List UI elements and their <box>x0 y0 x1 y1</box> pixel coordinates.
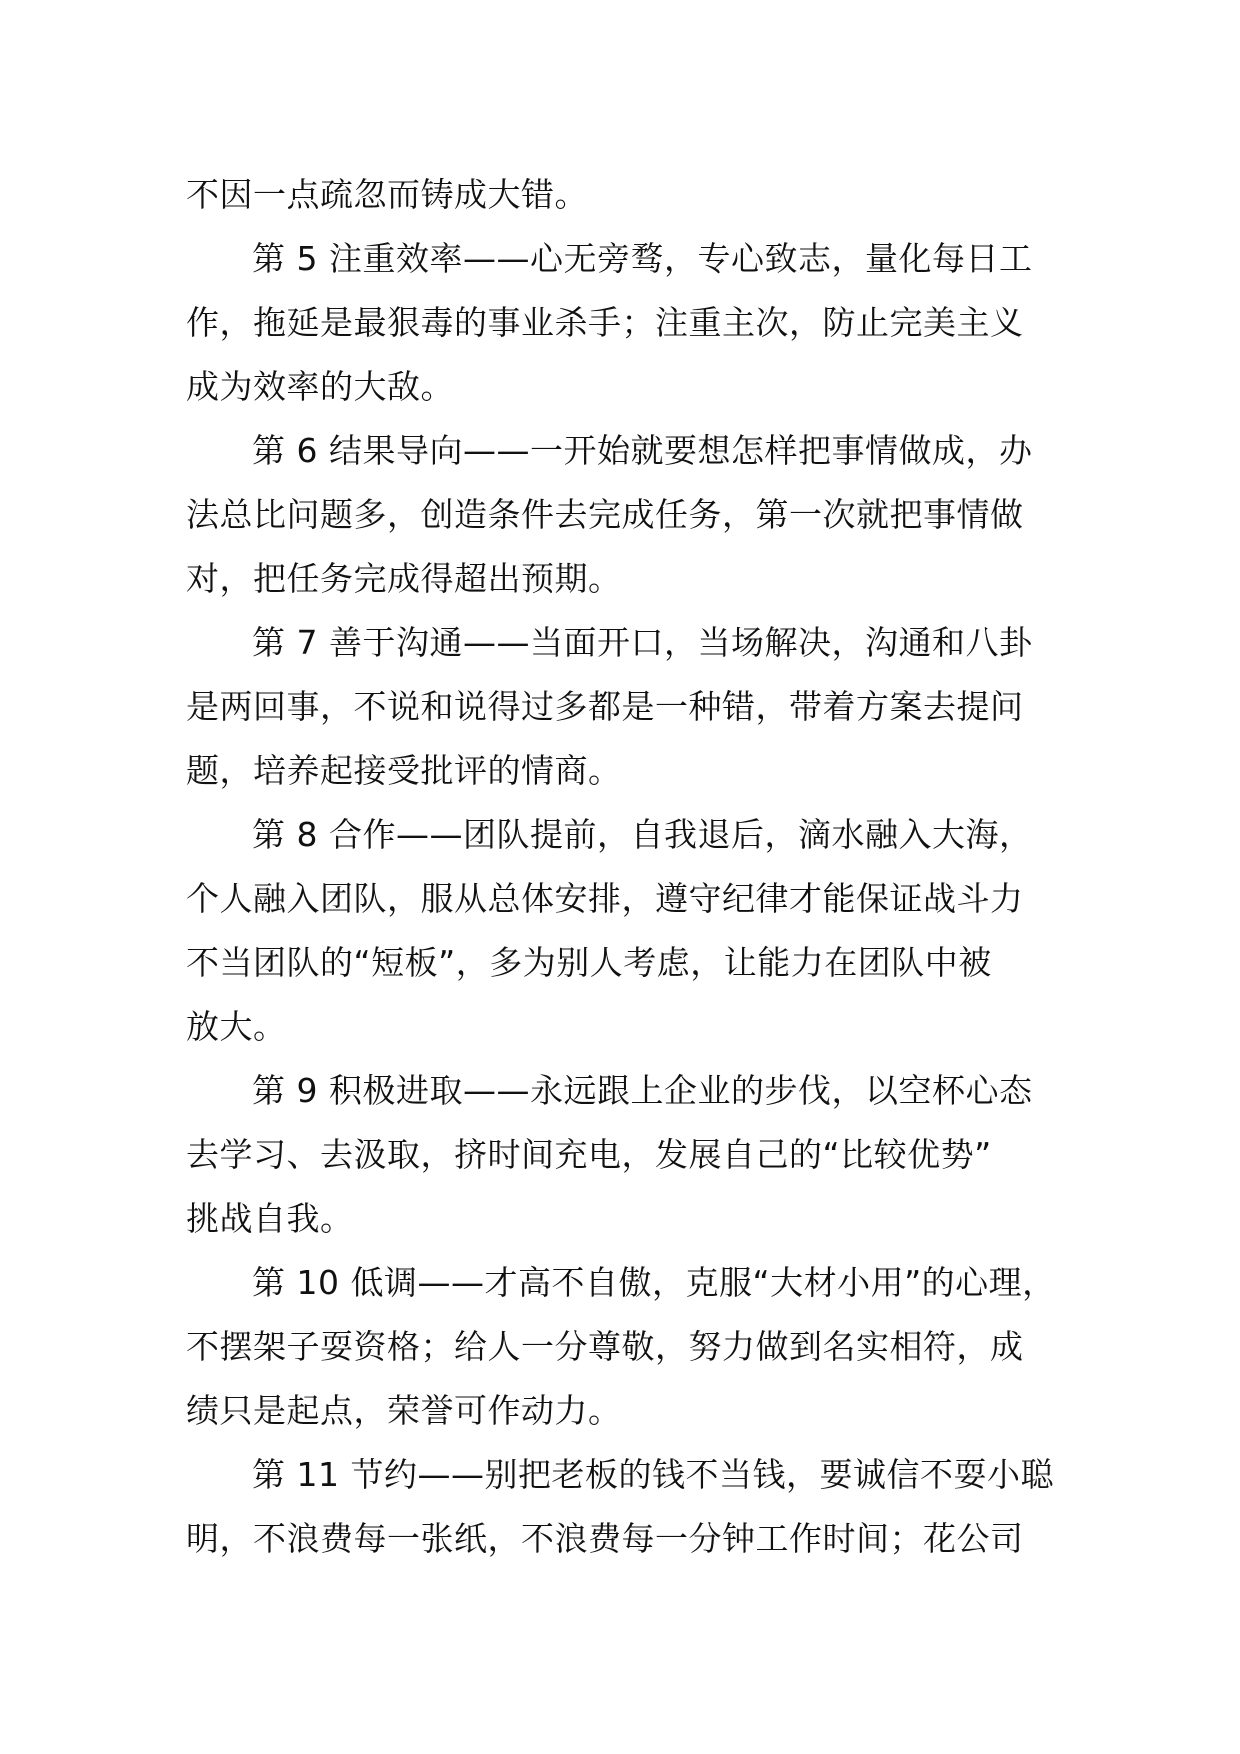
paragraph-heading-line: 第 5 注重效率——心无旁骛，专心致志，量化每日工 <box>252 239 1033 278</box>
text-line: 法总比问题多，创造条件去完成任务，第一次就把事情做 <box>186 495 1024 534</box>
paragraph-heading-line: 第 8 合作——团队提前，自我退后，滴水融入大海， <box>252 815 1033 854</box>
text-line: 不因一点疏忽而铸成大错。 <box>186 175 588 214</box>
text-line: 不摆架子耍资格；给人一分尊敬，努力做到名实相符，成 <box>186 1327 1024 1366</box>
text-line: 去学习、去汲取，挤时间充电，发展自己的“比较优势” <box>186 1135 992 1174</box>
text-line: 绩只是起点，荣誉可作动力。 <box>186 1391 622 1430</box>
text-line: 不当团队的“短板”，多为别人考虑，让能力在团队中被 <box>186 943 992 982</box>
text-line: 对，把任务完成得超出预期。 <box>186 559 622 598</box>
paragraph-heading-line: 第 11 节约——别把老板的钱不当钱，要诚信不耍小聪 <box>252 1455 1054 1494</box>
text-line: 题，培养起接受批评的情商。 <box>186 751 622 790</box>
text-line: 是两回事，不说和说得过多都是一种错，带着方案去提问 <box>186 687 1024 726</box>
paragraph-heading-line: 第 10 低调——才高不自傲，克服“大材小用”的心理， <box>252 1263 1056 1302</box>
paragraph-heading-line: 第 9 积极进取——永远跟上企业的步伐，以空杯心态 <box>252 1071 1033 1110</box>
paragraph-heading-line: 第 7 善于沟通——当面开口，当场解决，沟通和八卦 <box>252 623 1033 662</box>
text-line: 成为效率的大敌。 <box>186 367 454 406</box>
paragraph-heading-line: 第 6 结果导向——一开始就要想怎样把事情做成，办 <box>252 431 1033 470</box>
text-line: 放大。 <box>186 1007 287 1046</box>
text-line: 个人融入团队，服从总体安排，遵守纪律才能保证战斗力 <box>186 879 1024 918</box>
text-line: 明，不浪费每一张纸，不浪费每一分钟工作时间；花公司 <box>186 1519 1024 1558</box>
text-line: 挑战自我。 <box>186 1199 354 1238</box>
text-line: 作，拖延是最狠毒的事业杀手；注重主次，防止完美主义 <box>186 303 1024 342</box>
